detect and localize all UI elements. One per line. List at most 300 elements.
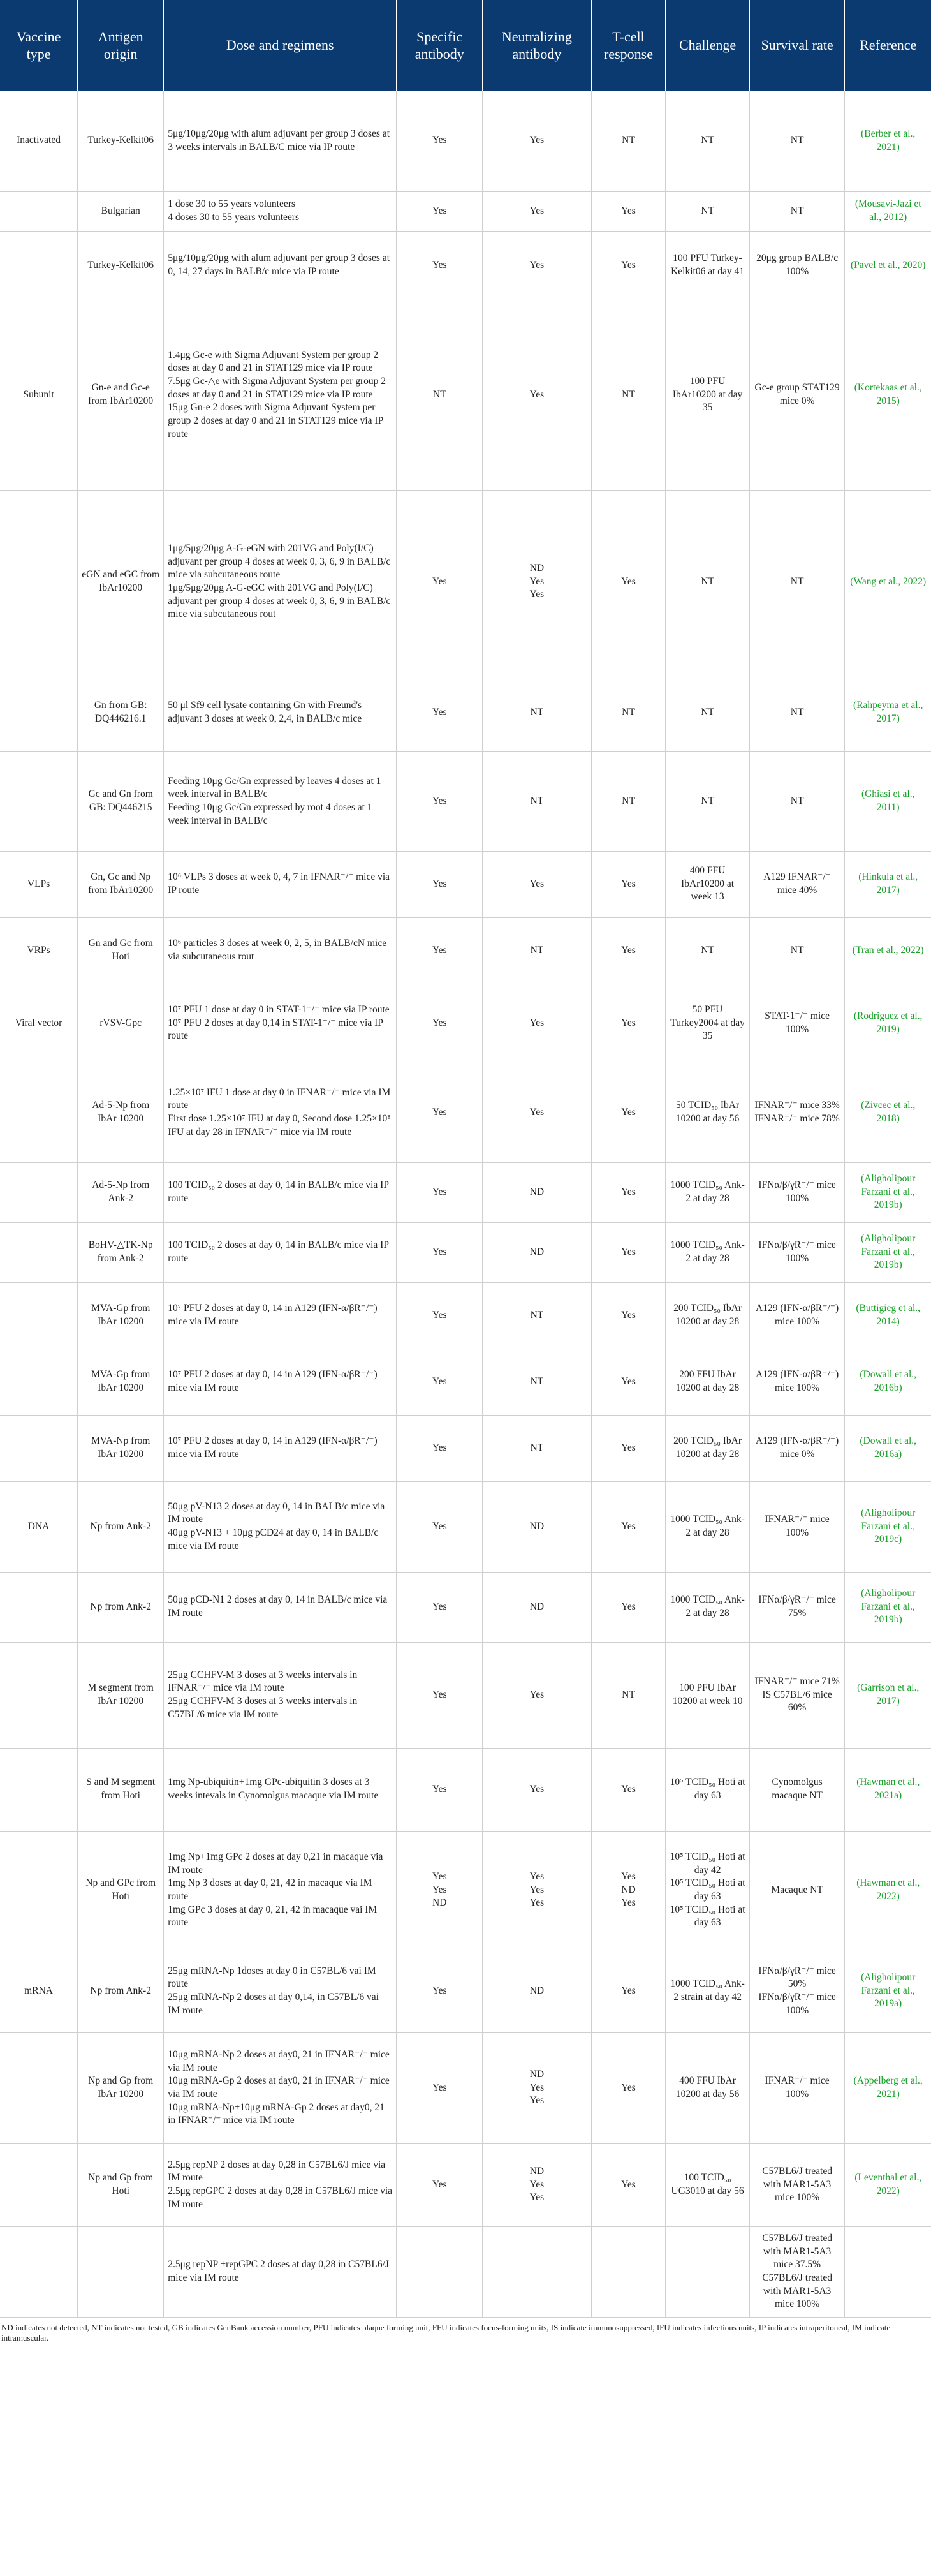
challenge-line: 10⁵ TCID₅₀ Hoti at day 63 xyxy=(670,1877,745,1902)
t-cell-response-cell xyxy=(591,91,666,191)
vaccine-type-cell xyxy=(0,1162,78,1222)
table-row xyxy=(0,1162,931,1222)
reference-line: (Tran et al., 2022) xyxy=(852,944,924,956)
antigen-origin-cell xyxy=(78,2226,164,2317)
challenge-line: NT xyxy=(701,944,714,956)
vaccine-type-cell xyxy=(0,1831,78,1950)
reference-line: (Kortekaas et al., 2015) xyxy=(854,382,922,406)
specific-antibody-cell xyxy=(397,1063,483,1162)
reference-cell[interactable] xyxy=(845,231,931,300)
antigen-origin-line: Ad-5-Np from Ank-2 xyxy=(92,1180,150,1204)
dose-regimen-cell xyxy=(164,1415,397,1481)
dose-regimen-line: 1μg/5μg/20μg A-G-eGN with 201VG and Poly(I/C) adjuvant per group 4 doses at week 0, 3, 6, 9 in BALB/c mice via subcutaneous route xyxy=(168,543,391,581)
specific-antibody-cell xyxy=(397,751,483,851)
neutralizing-antibody-cell xyxy=(483,851,591,917)
t-response-cell-line: NT xyxy=(622,795,635,806)
neutralizing-antibody-line: Yes xyxy=(529,1884,545,1895)
neutralizing-antibody-cell xyxy=(483,1642,591,1748)
antigen-origin-line: Gn, Gc and Np from IbAr10200 xyxy=(88,871,154,896)
neutralizing-antibody-line: Yes xyxy=(529,2179,545,2190)
reference-cell[interactable] xyxy=(845,1063,931,1162)
vaccine-type-cell xyxy=(0,2226,78,2317)
challenge-cell xyxy=(666,851,749,917)
t-cell-response-cell xyxy=(591,1415,666,1481)
neutralizing-antibody-cell xyxy=(483,1162,591,1222)
antigen-origin-cell xyxy=(78,984,164,1063)
t-cell-response-cell xyxy=(591,490,666,674)
neutralizing-antibody-line: Yes xyxy=(529,2082,545,2093)
dose-regimen-line: 10⁶ particles 3 doses at week 0, 2, 5, in BALB/cN mice via subcutaneous rout xyxy=(168,938,387,962)
specific-antibody-cell xyxy=(397,1481,483,1572)
neutralizing-antibody-cell xyxy=(483,1063,591,1162)
challenge-cell xyxy=(666,231,749,300)
survival-rate-line: C57BL6/J treated with MAR1-5A3 mice 37.5% xyxy=(762,2233,832,2270)
antigen-origin-line: MVA-Gp from IbAr 10200 xyxy=(91,1303,150,1327)
neutralizing-antibody-line: Yes xyxy=(529,575,545,587)
vaccine-type-cell: Viral vector xyxy=(0,984,78,1063)
table-row xyxy=(0,1748,931,1831)
vaccine-type-cell: Subunit xyxy=(0,300,78,490)
t-cell-response-cell xyxy=(591,1642,666,1748)
neutralizing-antibody-line: Yes xyxy=(529,1897,545,1909)
table-row xyxy=(0,231,931,300)
neutralizing-antibody-cell xyxy=(483,1748,591,1831)
neutralizing-antibody-cell xyxy=(483,191,591,231)
antigen-origin-cell xyxy=(78,851,164,917)
table-row xyxy=(0,1642,931,1748)
vaccine-type-cell xyxy=(0,1222,78,1282)
reference-cell[interactable] xyxy=(845,674,931,751)
dose-regimen-line: 100 TCID₅₀ 2 doses at day 0, 14 in BALB/c mice via IP route xyxy=(168,1180,389,1204)
specific-antibody-cell xyxy=(397,231,483,300)
neutralizing-antibody-cell xyxy=(483,1831,591,1950)
challenge-line: 200 TCID₅₀ IbAr 10200 at day 28 xyxy=(673,1435,742,1460)
specific-antibody-line: Yes xyxy=(432,1186,447,1197)
dose-regimen-line: 10⁷ PFU 1 dose at day 0 in STAT-1⁻/⁻ mice via IP route xyxy=(168,1004,390,1016)
challenge-cell xyxy=(666,1642,749,1748)
antigen-origin-line: Np and Gp from Hoti xyxy=(88,2172,154,2196)
neutralizing-antibody-line: ND xyxy=(529,563,545,574)
t-response-cell-line: Yes xyxy=(621,2179,636,2190)
neutralizing-antibody-cell xyxy=(483,490,591,674)
specific-antibody-cell xyxy=(397,91,483,191)
t-response-cell-line: Yes xyxy=(621,1897,636,1909)
antigen-origin-cell xyxy=(78,91,164,191)
header-t-cell-response: T-cell response xyxy=(591,0,666,91)
challenge-cell xyxy=(666,300,749,490)
challenge-line: 50 TCID₅₀ IbAr 10200 at day 56 xyxy=(675,1100,740,1124)
neutralizing-antibody-line: Yes xyxy=(529,205,545,216)
antigen-origin-line: S and M segment from Hoti xyxy=(86,1777,156,1801)
reference-cell[interactable] xyxy=(845,1831,931,1950)
t-cell-response-cell xyxy=(591,1162,666,1222)
dose-regimen-line: Feeding 10μg Gc/Gn expressed by leaves 4 doses at 1 week interval in BALB/c xyxy=(168,775,381,800)
survival-rate-cell xyxy=(749,674,845,751)
antigen-origin-line: Np and Gp from IbAr 10200 xyxy=(88,2075,154,2099)
dose-regimen-cell xyxy=(164,1063,397,1162)
vaccine-type-cell xyxy=(0,1642,78,1748)
antigen-origin-cell xyxy=(78,751,164,851)
specific-antibody-cell xyxy=(397,917,483,984)
specific-antibody-cell xyxy=(397,2143,483,2226)
dose-regimen-cell xyxy=(164,2226,397,2317)
table-row xyxy=(0,751,931,851)
specific-antibody-cell xyxy=(397,2226,483,2317)
reference-cell[interactable] xyxy=(845,2143,931,2226)
specific-antibody-line: Yes xyxy=(432,1017,447,1028)
specific-antibody-cell xyxy=(397,674,483,751)
challenge-cell xyxy=(666,1222,749,1282)
antigen-origin-cell xyxy=(78,1642,164,1748)
neutralizing-antibody-cell xyxy=(483,231,591,300)
survival-rate-line: IFNAR⁻/⁻ mice 100% xyxy=(765,1514,830,1538)
dose-regimen-cell xyxy=(164,1162,397,1222)
t-response-cell-line: ND xyxy=(621,1884,636,1895)
challenge-line: 400 FFU IbAr10200 at week 13 xyxy=(681,865,735,903)
reference-cell[interactable] xyxy=(845,191,931,231)
survival-rate-cell xyxy=(749,2143,845,2226)
specific-antibody-line: Yes xyxy=(432,259,447,270)
t-response-cell-line: Yes xyxy=(621,1601,636,1612)
dose-regimen-line: 1 dose 30 to 55 years volunteers xyxy=(168,198,295,210)
t-response-cell-line: NT xyxy=(622,1689,635,1700)
reference-line: (Aligholipour Farzani et al., 2019b) xyxy=(861,1173,916,1211)
challenge-line: 50 PFU Turkey2004 at day 35 xyxy=(670,1004,745,1042)
challenge-line: NT xyxy=(701,795,714,806)
reference-cell[interactable] xyxy=(845,1481,931,1572)
survival-rate-line: Cynomolgus macaque NT xyxy=(772,1777,823,1801)
specific-antibody-cell xyxy=(397,1162,483,1222)
dose-regimen-line: 10μg mRNA-Np+10μg mRNA-Gp 2 doses at day0, 21 in IFNAR⁻/⁻ mice via IM route xyxy=(168,2101,385,2126)
survival-rate-cell xyxy=(749,1572,845,1642)
survival-rate-line: A129 (IFN-α/βR⁻/⁻) mice 100% xyxy=(756,1303,839,1327)
antigen-origin-cell xyxy=(78,1415,164,1481)
vaccine-type-cell xyxy=(0,751,78,851)
reference-line: (Aligholipour Farzani et al., 2019c) xyxy=(861,1507,916,1545)
survival-rate-cell xyxy=(749,1222,845,1282)
reference-cell[interactable] xyxy=(845,490,931,674)
t-cell-response-cell xyxy=(591,917,666,984)
header-challenge: Challenge xyxy=(666,0,749,91)
reference-cell[interactable] xyxy=(845,300,931,490)
reference-cell[interactable] xyxy=(845,2226,931,2317)
reference-line: (Ghiasi et al., 2011) xyxy=(861,788,915,813)
dose-regimen-cell xyxy=(164,851,397,917)
vaccine-type-cell: VRPs xyxy=(0,917,78,984)
survival-rate-cell xyxy=(749,1415,845,1481)
reference-line: (Dowall et al., 2016a) xyxy=(860,1435,917,1460)
dose-regimen-line: 1mg Np 3 doses at day 0, 21, 42 in macaque via IM route xyxy=(168,1877,372,1902)
t-response-cell-line: Yes xyxy=(621,205,636,216)
neutralizing-antibody-line: ND xyxy=(529,2166,545,2177)
t-response-cell-line: Yes xyxy=(621,2082,636,2093)
reference-line: (Pavel et al., 2020) xyxy=(850,259,926,270)
antigen-origin-line: Np and GPc from Hoti xyxy=(85,1877,156,1902)
antigen-origin-cell xyxy=(78,1063,164,1162)
challenge-line: 1000 TCID₅₀ Ank-2 at day 28 xyxy=(670,1594,745,1618)
header-dose-and-regimens: Dose and regimens xyxy=(164,0,397,91)
challenge-line: 10⁵ TCID₅₀ Hoti at day 63 xyxy=(670,1777,745,1801)
survival-rate-line: NT xyxy=(790,135,804,146)
antigen-origin-line: Np from Ank-2 xyxy=(90,1601,151,1612)
t-response-cell-line: Yes xyxy=(621,944,636,956)
dose-regimen-line: 10μg mRNA-Np 2 doses at day0, 21 in IFNAR⁻/⁻ mice via IM route xyxy=(168,2049,390,2073)
reference-cell[interactable] xyxy=(845,1950,931,2032)
dose-regimen-line: 10⁷ PFU 2 doses at day 0, 14 in A129 (IFN-α/βR⁻/⁻) mice via IM route xyxy=(168,1369,378,1393)
specific-antibody-line: Yes xyxy=(432,1106,447,1118)
reference-cell[interactable] xyxy=(845,751,931,851)
antigen-origin-cell xyxy=(78,300,164,490)
vaccine-type-cell xyxy=(0,1282,78,1349)
specific-antibody-line: Yes xyxy=(432,1871,447,1883)
table-row xyxy=(0,2226,931,2317)
neutralizing-antibody-line: Yes xyxy=(529,1017,545,1028)
neutralizing-antibody-line: NT xyxy=(530,1309,544,1321)
t-response-cell-line: Yes xyxy=(621,1375,636,1387)
survival-rate-line: STAT-1⁻/⁻ mice 100% xyxy=(765,1010,830,1035)
dose-regimen-cell xyxy=(164,300,397,490)
specific-antibody-line: Yes xyxy=(432,2082,447,2093)
dose-regimen-line: 1mg GPc 3 doses at day 0, 21, 42 in macaque vai IM route xyxy=(168,1904,378,1928)
reference-cell[interactable] xyxy=(845,1162,931,1222)
neutralizing-antibody-cell xyxy=(483,1282,591,1349)
dose-regimen-cell xyxy=(164,917,397,984)
specific-antibody-cell xyxy=(397,2032,483,2143)
survival-rate-line: NT xyxy=(790,795,804,806)
reference-cell[interactable] xyxy=(845,1748,931,1831)
vaccine-type-cell: DNA xyxy=(0,1481,78,1572)
survival-rate-cell xyxy=(749,231,845,300)
table-row xyxy=(0,1222,931,1282)
specific-antibody-line: Yes xyxy=(432,2179,447,2190)
challenge-cell xyxy=(666,1415,749,1481)
header-antigen-origin: Antigen origin xyxy=(78,0,164,91)
t-response-cell-line: NT xyxy=(622,135,635,146)
specific-antibody-line: Yes xyxy=(432,795,447,806)
reference-cell[interactable] xyxy=(845,984,931,1063)
dose-regimen-line: 15μg Gn-e 2 doses with Sigma Adjuvant System per group 2 doses at day 0 and 21 in STAT129 mice via IP route xyxy=(168,402,383,440)
challenge-cell xyxy=(666,1063,749,1162)
specific-antibody-cell xyxy=(397,1950,483,2032)
challenge-line: 1000 TCID₅₀ Ank-2 at day 28 xyxy=(670,1240,745,1264)
challenge-line: 100 PFU Turkey-Kelkit06 at day 41 xyxy=(671,253,745,277)
table-row xyxy=(0,1063,931,1162)
antigen-origin-line: rVSV-Gpc xyxy=(99,1017,142,1028)
t-cell-response-cell xyxy=(591,1831,666,1950)
dose-regimen-line: 10⁷ PFU 2 doses at day 0, 14 in A129 (IFN-α/βR⁻/⁻) mice via IM route xyxy=(168,1303,378,1327)
table-row xyxy=(0,191,931,231)
challenge-line: NT xyxy=(701,205,714,216)
antigen-origin-line: MVA-Np from IbAr 10200 xyxy=(91,1435,150,1460)
reference-line: (Appelberg et al., 2021) xyxy=(853,2075,923,2099)
neutralizing-antibody-line: Yes xyxy=(529,1106,545,1118)
reference-cell[interactable] xyxy=(845,2032,931,2143)
survival-rate-line: C57BL6/J treated with MAR1-5A3 mice 100% xyxy=(762,2166,832,2203)
challenge-line: 100 TCID₅₀ UG3010 at day 56 xyxy=(671,2172,744,2196)
antigen-origin-cell xyxy=(78,490,164,674)
dose-regimen-cell xyxy=(164,984,397,1063)
neutralizing-antibody-cell xyxy=(483,984,591,1063)
dose-regimen-line: 25μg mRNA-Np 2 doses at day 0,14, in C57BL/6 vai IM route xyxy=(168,1992,379,2016)
table-footnote: ND indicates not detected, NT indicates not tested, GB indicates GenBank accession number, PFU indicates plaque forming unit, FFU indicates focus-forming units, IS indicate immunosuppressed, IFU indicates infectious units, IP indicates intraperitoneal, IM indicate intramuscular. xyxy=(1,2322,891,2343)
dose-regimen-line: 2.5μg repNP 2 doses at day 0,28 in C57BL6/J mice via IM route xyxy=(168,2159,386,2184)
header-neutralizing-antibody: Neutralizing antibody xyxy=(483,0,591,91)
antigen-origin-line: Gn from GB: DQ446216.1 xyxy=(94,700,147,724)
reference-cell[interactable] xyxy=(845,1222,931,1282)
challenge-line: 100 PFU IbAr10200 at day 35 xyxy=(672,376,743,413)
dose-regimen-cell xyxy=(164,1642,397,1748)
t-response-cell-line: NT xyxy=(622,706,635,718)
vaccine-type-cell xyxy=(0,1748,78,1831)
challenge-cell xyxy=(666,191,749,231)
dose-regimen-line: 10⁶ VLPs 3 doses at week 0, 4, 7 in IFNAR⁻/⁻ mice via IP route xyxy=(168,871,390,896)
specific-antibody-cell xyxy=(397,1831,483,1950)
neutralizing-antibody-cell xyxy=(483,91,591,191)
challenge-cell xyxy=(666,1950,749,2032)
reference-cell[interactable] xyxy=(845,1415,931,1481)
survival-rate-line: IFNα/β/γR⁻/⁻ mice 100% xyxy=(758,1992,836,2016)
dose-regimen-cell xyxy=(164,191,397,231)
vaccine-type-cell xyxy=(0,490,78,674)
neutralizing-antibody-line: ND xyxy=(529,1246,545,1257)
neutralizing-antibody-cell xyxy=(483,2226,591,2317)
neutralizing-antibody-line: Yes xyxy=(529,1689,545,1700)
table-row xyxy=(0,2143,931,2226)
reference-line: (Buttigieg et al., 2014) xyxy=(856,1303,921,1327)
survival-rate-line: C57BL6/J treated with MAR1-5A3 mice 100% xyxy=(762,2272,832,2310)
antigen-origin-line: BoHV-△TK-Np from Ank-2 xyxy=(88,1240,153,1264)
antigen-origin-cell xyxy=(78,1950,164,2032)
challenge-line: 1000 TCID₅₀ Ank-2 at day 28 xyxy=(670,1180,745,1204)
neutralizing-antibody-cell xyxy=(483,1415,591,1481)
survival-rate-cell xyxy=(749,2226,845,2317)
reference-cell[interactable] xyxy=(845,1349,931,1415)
survival-rate-line: NT xyxy=(790,575,804,587)
antigen-origin-cell xyxy=(78,1282,164,1349)
dose-regimen-line: 1mg Np-ubiquitin+1mg GPc-ubiquitin 3 doses at 3 weeks intevals in Cynomolgus macaque via IM route xyxy=(168,1777,379,1801)
dose-regimen-cell xyxy=(164,490,397,674)
survival-rate-line: A129 (IFN-α/βR⁻/⁻) mice 0% xyxy=(756,1435,839,1460)
reference-line: (Hawman et al., 2022) xyxy=(856,1877,920,1902)
reference-cell[interactable] xyxy=(845,917,931,984)
t-cell-response-cell xyxy=(591,1349,666,1415)
t-response-cell-line: Yes xyxy=(621,878,636,889)
dose-regimen-line: 40μg pV-N13 + 10μg pCD24 at day 0, 14 in BALB/c mice via IM route xyxy=(168,1527,379,1551)
t-response-cell-line: Yes xyxy=(621,1985,636,1996)
vaccine-type-cell xyxy=(0,674,78,751)
reference-cell[interactable] xyxy=(845,1572,931,1642)
challenge-line: NT xyxy=(701,706,714,718)
survival-rate-cell xyxy=(749,490,845,674)
antigen-origin-cell xyxy=(78,1349,164,1415)
dose-regimen-cell xyxy=(164,1222,397,1282)
neutralizing-antibody-cell xyxy=(483,2143,591,2226)
t-cell-response-cell xyxy=(591,751,666,851)
challenge-cell xyxy=(666,91,749,191)
challenge-cell xyxy=(666,751,749,851)
antigen-origin-cell xyxy=(78,674,164,751)
t-cell-response-cell xyxy=(591,2143,666,2226)
survival-rate-line: IFNα/β/γR⁻/⁻ mice 50% xyxy=(758,1965,836,1990)
table-body xyxy=(0,91,931,2317)
specific-antibody-line: Yes xyxy=(432,1783,447,1795)
dose-regimen-line: 1.25×10⁷ IFU 1 dose at day 0 in IFNAR⁻/⁻ mice via IM route xyxy=(168,1086,391,1111)
challenge-cell xyxy=(666,1481,749,1572)
table-row xyxy=(0,917,931,984)
antigen-origin-cell xyxy=(78,1748,164,1831)
survival-rate-cell xyxy=(749,1642,845,1748)
dose-regimen-line: Feeding 10μg Gc/Gn expressed by root 4 doses at 1 week interval in BALB/c xyxy=(168,802,372,826)
survival-rate-cell xyxy=(749,984,845,1063)
vaccine-type-cell: VLPs xyxy=(0,851,78,917)
neutralizing-antibody-line: Yes xyxy=(529,389,545,400)
dose-regimen-line: 1μg/5μg/20μg A-G-eGC with 201VG and Poly(I/C) adjuvant per group 4 doses at week 0, 3, 6, 9 in BALB/c mice via subcutaneous rout xyxy=(168,582,391,620)
survival-rate-cell xyxy=(749,1162,845,1222)
challenge-cell xyxy=(666,1831,749,1950)
reference-line: (Garrison et al., 2017) xyxy=(857,1682,920,1706)
survival-rate-line: IS C57BL/6 mice 60% xyxy=(762,1689,832,1714)
table-row xyxy=(0,1349,931,1415)
dose-regimen-cell xyxy=(164,2143,397,2226)
reference-line: (Aligholipour Farzani et al., 2019b) xyxy=(861,1588,916,1625)
antigen-origin-line: M segment from IbAr 10200 xyxy=(87,1682,154,1706)
reference-cell[interactable] xyxy=(845,1642,931,1748)
t-cell-response-cell xyxy=(591,1063,666,1162)
antigen-origin-cell xyxy=(78,231,164,300)
dose-regimen-line: 50 μl Sf9 cell lysate containing Gn with Freund's adjuvant 3 doses at week 0, 2,4, in BALB/c mice xyxy=(168,700,362,724)
specific-antibody-line: Yes xyxy=(432,1309,447,1321)
header-specific-antibody: Specific antibody xyxy=(397,0,483,91)
antigen-origin-line: Gn and Gc from Hoti xyxy=(88,938,153,962)
neutralizing-antibody-line: NT xyxy=(530,706,544,718)
specific-antibody-cell xyxy=(397,984,483,1063)
reference-line: (Rahpeyma et al., 2017) xyxy=(853,700,923,724)
antigen-origin-line: Np from Ank-2 xyxy=(90,1520,151,1532)
antigen-origin-cell xyxy=(78,1831,164,1950)
dose-regimen-line: 5μg/10μg/20μg with alum adjuvant per group 3 doses at 0, 14, 27 days in BALB/c mice via IP route xyxy=(168,253,390,277)
dose-regimen-cell xyxy=(164,1950,397,2032)
reference-cell[interactable] xyxy=(845,91,931,191)
challenge-line: 10⁵ TCID₅₀ Hoti at day 42 xyxy=(670,1851,745,1876)
survival-rate-cell xyxy=(749,300,845,490)
reference-cell[interactable] xyxy=(845,1282,931,1349)
neutralizing-antibody-line: Yes xyxy=(529,589,545,600)
t-cell-response-cell xyxy=(591,1481,666,1572)
neutralizing-antibody-cell xyxy=(483,751,591,851)
antigen-origin-line: Gc and Gn from GB: DQ446215 xyxy=(88,788,153,813)
specific-antibody-cell xyxy=(397,1282,483,1349)
reference-cell[interactable] xyxy=(845,851,931,917)
dose-regimen-line: 25μg CCHFV-M 3 doses at 3 weeks intervals in C57BL/6 mice via IM route xyxy=(168,1696,358,1720)
dose-regimen-cell xyxy=(164,1748,397,1831)
antigen-origin-line: MVA-Gp from IbAr 10200 xyxy=(91,1369,150,1393)
challenge-cell xyxy=(666,674,749,751)
survival-rate-line: 20μg group BALB/c 100% xyxy=(756,253,839,277)
antigen-origin-line: Turkey-Kelkit06 xyxy=(87,259,154,270)
specific-antibody-line: Yes xyxy=(432,575,447,587)
antigen-origin-line: eGN and eGC from IbAr10200 xyxy=(82,569,160,593)
specific-antibody-line: Yes xyxy=(432,1375,447,1387)
survival-rate-cell xyxy=(749,1950,845,2032)
t-response-cell-line: Yes xyxy=(621,575,636,587)
challenge-line: 100 PFU IbAr 10200 at week 10 xyxy=(672,1682,743,1706)
neutralizing-antibody-line: Yes xyxy=(529,2192,545,2203)
specific-antibody-line: Yes xyxy=(432,135,447,146)
dose-regimen-line: 25μg mRNA-Np 1doses at day 0 in C57BL/6 vai IM route xyxy=(168,1965,376,1990)
dose-regimen-line: 10⁷ PFU 2 doses at day 0, 14 in A129 (IFN-α/βR⁻/⁻) mice via IM route xyxy=(168,1435,378,1460)
t-response-cell-line: Yes xyxy=(621,1017,636,1028)
dose-regimen-line: 2.5μg repNP +repGPC 2 doses at day 0,28 in C57BL6/J mice via IM route xyxy=(168,2259,389,2283)
